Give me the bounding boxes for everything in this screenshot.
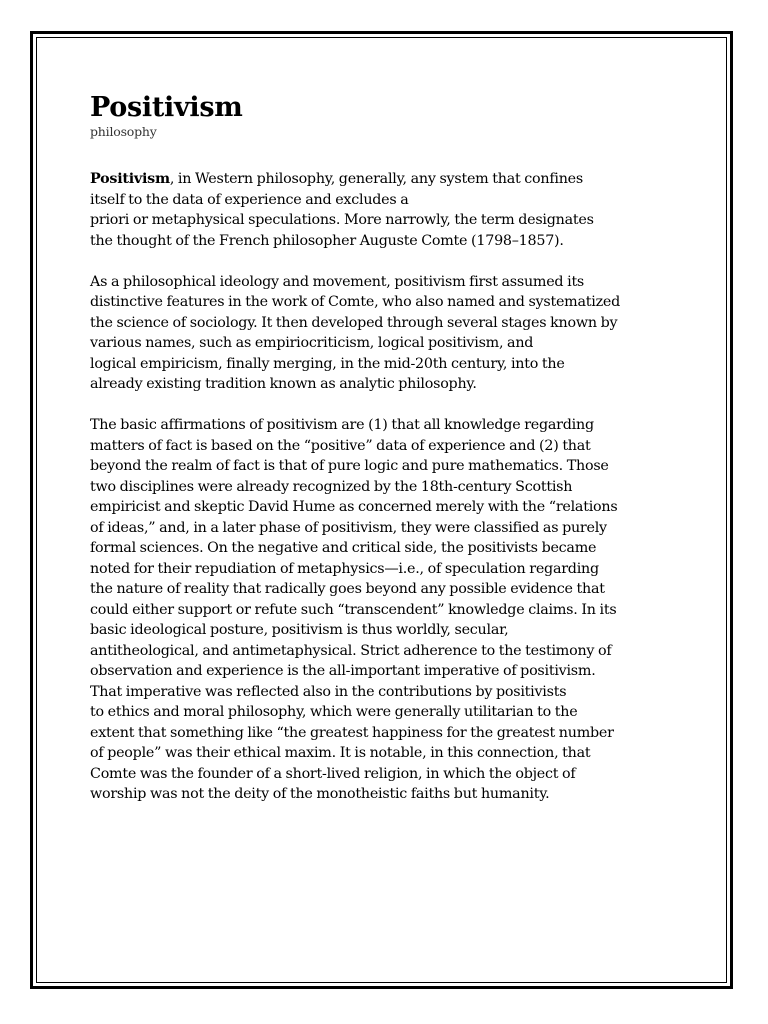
paragraph-line: As a philosophical ideology and movement, positivism first assumed its <box>90 273 585 290</box>
paragraph-3 <box>90 415 690 805</box>
paragraph-line: could either support or refute such “transcendent” knowledge claims. In its <box>90 601 617 618</box>
paragraph-line: extent that something like “the greatest happiness for the greatest number <box>90 724 614 741</box>
paragraph-line <box>90 169 690 190</box>
paragraph-line: to ethics and moral philosophy, which were generally utilitarian to the <box>90 704 578 720</box>
paragraph-line: itself to the data of experience and excludes a <box>90 191 409 208</box>
paragraph-line: noted for their repudiation of metaphysics—i.e., of speculation regarding <box>90 560 599 577</box>
document-subtitle: philosophy <box>90 124 157 139</box>
paragraph-line: distinctive features in the work of Comte, who also named and systematized <box>90 294 620 310</box>
paragraph-line: the science of sociology. It then developed through several stages known by <box>90 314 618 331</box>
lead-term: Positivism <box>90 171 170 187</box>
paragraph-line: priori or metaphysical speculations. More narrowly, the term designates <box>90 212 594 228</box>
paragraph-line: logical empiricism, finally merging, in the mid-20th century, into the <box>90 355 565 372</box>
paragraph-line: antitheological, and antimetaphysical. Strict adherence to the testimony of <box>90 642 612 659</box>
paragraph-line: basic ideological posture, positivism is thus worldly, secular, <box>90 622 509 638</box>
paragraph-line: Comte was the founder of a short-lived religion, in which the object of <box>90 765 576 782</box>
paragraph-line: observation and experience is the all-important imperative of positivism. <box>90 663 596 679</box>
paragraph-line: the nature of reality that radically goes beyond any possible evidence that <box>90 581 605 597</box>
paragraph-1 <box>90 169 690 251</box>
paragraph-line: empiricist and skeptic David Hume as concerned merely with the “relations <box>90 499 618 515</box>
line-text: , in Western philosophy, generally, any system that confines <box>169 171 583 187</box>
paragraph-line: formal sciences. On the negative and critical side, the positivists became <box>90 540 597 556</box>
paragraph-line: matters of fact is based on the “positive” data of experience and (2) that <box>90 437 591 454</box>
paragraph-line: various names, such as empiriocriticism, logical positivism, and <box>90 335 534 351</box>
paragraph-line: already existing tradition known as analytic philosophy. <box>90 376 477 392</box>
article-paragraphs <box>90 169 690 805</box>
paragraph-line: worship was not the deity of the monotheistic faiths but humanity. <box>90 786 550 802</box>
document-body <box>90 92 690 825</box>
paragraph-2 <box>90 272 690 395</box>
paragraph-line: of ideas,” and, in a later phase of positivism, they were classified as purely <box>90 519 607 536</box>
paragraph-line: That imperative was reflected also in the contributions by positivists <box>90 683 567 700</box>
paragraph-line: The basic affirmations of positivism are (1) that all knowledge regarding <box>90 417 594 433</box>
paragraph-line: beyond the realm of fact is that of pure logic and pure mathematics. Those <box>90 458 609 474</box>
paragraph-line: two disciplines were already recognized by the 18th-century Scottish <box>90 478 573 495</box>
paragraph-line: the thought of the French philosopher Auguste Comte (1798–1857). <box>90 232 564 249</box>
paragraph-line: of people” was their ethical maxim. It is notable, in this connection, that <box>90 745 591 761</box>
document-title: Positivism <box>90 92 243 123</box>
